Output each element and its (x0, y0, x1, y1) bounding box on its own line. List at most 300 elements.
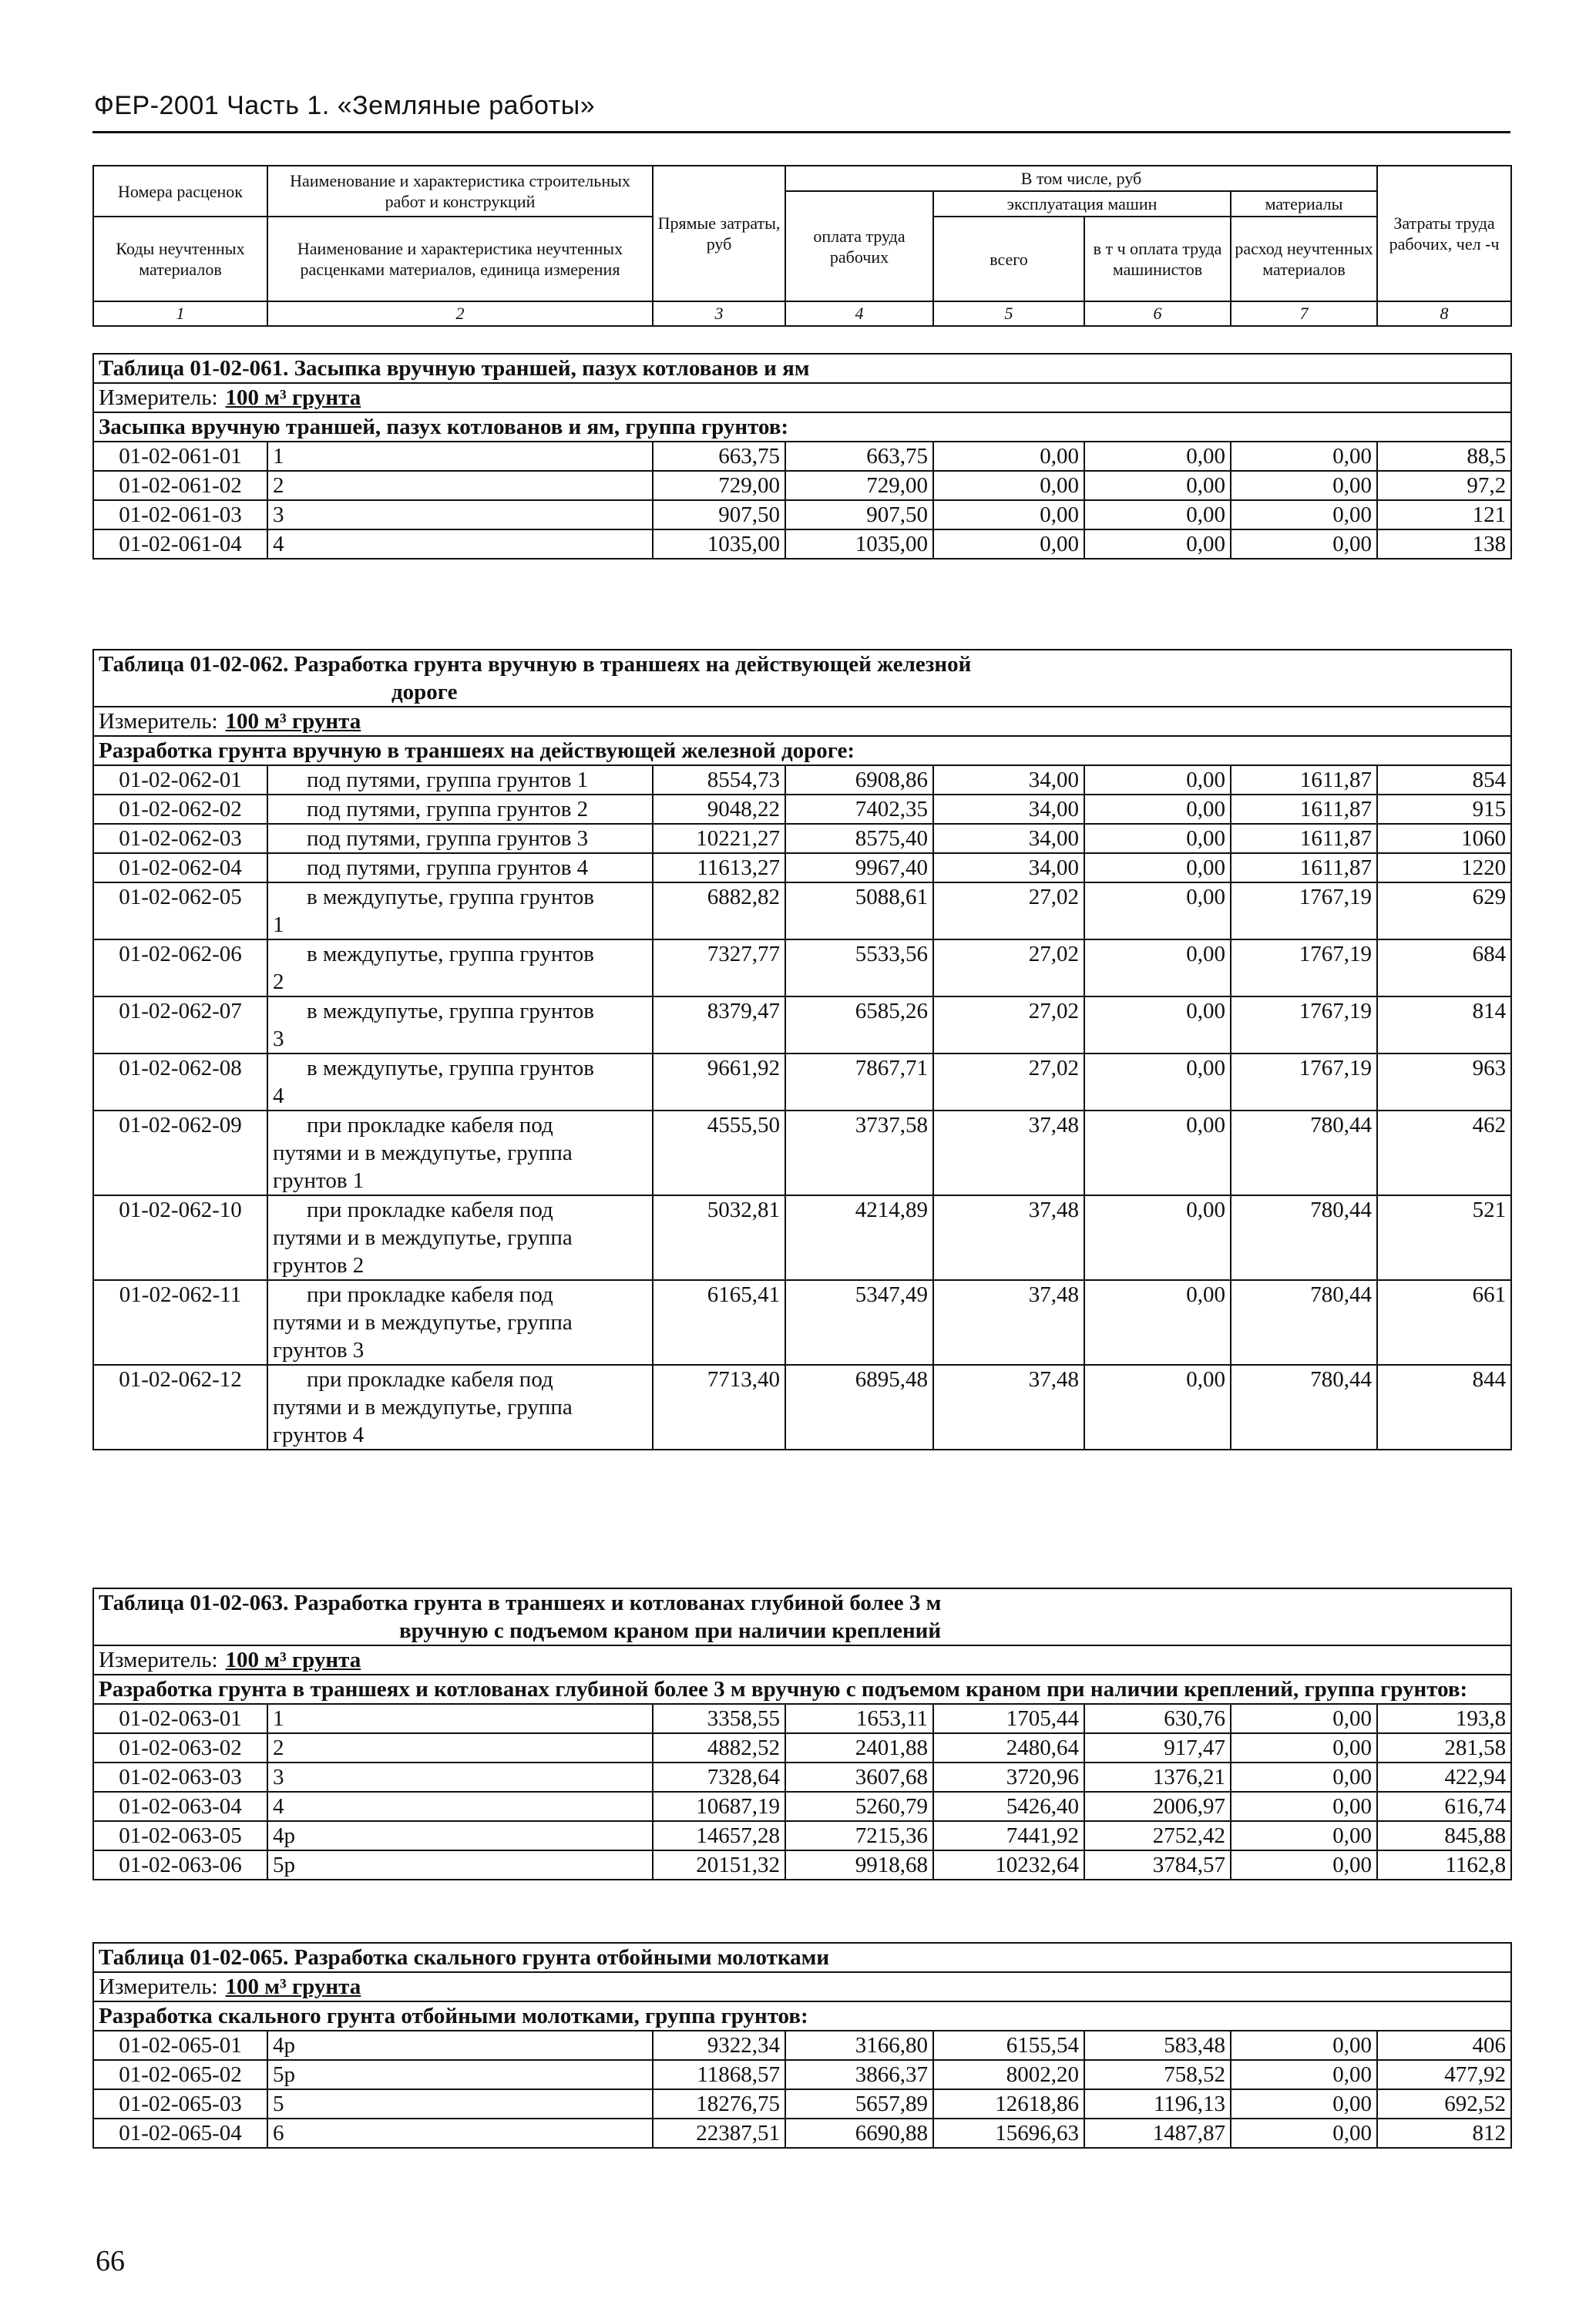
rate-code-cell: 01-02-062-10 (93, 1195, 267, 1280)
machines-total-cell: 27,02 (933, 939, 1084, 996)
labor-pay-cell: 3737,58 (785, 1111, 933, 1195)
machinists-pay-cell: 0,00 (1084, 1111, 1231, 1195)
machines-total-cell: 0,00 (933, 442, 1084, 471)
description-line: в междупутье, группа грунтов (307, 885, 594, 909)
direct-costs-cell: 1035,00 (653, 529, 785, 559)
direct-costs-cell: 10221,27 (653, 824, 785, 853)
labor-hours-cell: 422,94 (1377, 1763, 1511, 1792)
direct-costs-cell: 6165,41 (653, 1280, 785, 1365)
hdr-labor: Затраты труда рабочих, чел -ч (1377, 166, 1511, 301)
work-description-cell (267, 1054, 653, 1111)
direct-costs-cell: 22387,51 (653, 2119, 785, 2148)
table-row (93, 1792, 1511, 1821)
table-row (93, 765, 1511, 795)
machinists-pay-cell: 0,00 (1084, 996, 1231, 1054)
labor-pay-cell: 7402,35 (785, 795, 933, 824)
header-rule (92, 131, 1510, 133)
table-row (93, 2060, 1511, 2089)
labor-hours-cell: 121 (1377, 500, 1511, 529)
description-line: грунтов 1 (273, 1168, 365, 1193)
rate-code-cell: 01-02-062-08 (93, 1054, 267, 1111)
work-description-cell (267, 1195, 653, 1280)
description-line: при прокладке кабеля под (307, 1282, 553, 1307)
machinists-pay-cell: 2006,97 (1084, 1792, 1231, 1821)
description-line: 2 (273, 969, 284, 994)
machines-total-cell: 27,02 (933, 882, 1084, 939)
work-description-cell: 1 (267, 442, 653, 471)
machines-total-cell: 37,48 (933, 1111, 1084, 1195)
rate-code-cell: 01-02-062-01 (93, 765, 267, 795)
table-row (93, 882, 1511, 939)
machinists-pay-cell: 0,00 (1084, 1195, 1231, 1280)
description-line: при прокладке кабеля под (307, 1113, 553, 1138)
rate-table-2 (92, 649, 1512, 1450)
direct-costs-cell: 5032,81 (653, 1195, 785, 1280)
rate-code-cell: 01-02-063-06 (93, 1850, 267, 1880)
labor-hours-cell: 915 (1377, 795, 1511, 824)
machinists-pay-cell: 0,00 (1084, 1365, 1231, 1450)
labor-hours-cell: 963 (1377, 1054, 1511, 1111)
work-description-cell: под путями, группа грунтов 1 (267, 765, 653, 795)
machinists-pay-cell: 917,47 (1084, 1733, 1231, 1763)
labor-pay-cell: 3866,37 (785, 2060, 933, 2089)
rate-code-cell: 01-02-061-04 (93, 529, 267, 559)
machinists-pay-cell: 3784,57 (1084, 1850, 1231, 1880)
rate-code-cell: 01-02-062-04 (93, 853, 267, 882)
hdr-materials: материалы (1231, 191, 1377, 217)
work-description-cell: под путями, группа грунтов 4 (267, 853, 653, 882)
work-description-cell (267, 996, 653, 1054)
materials-cell: 780,44 (1231, 1195, 1377, 1280)
labor-pay-cell: 5260,79 (785, 1792, 933, 1821)
measure-unit (93, 383, 1511, 412)
description-line: путями и в междупутье, группа (273, 1141, 573, 1165)
labor-pay-cell: 6895,48 (785, 1365, 933, 1450)
description-line: в междупутье, группа грунтов (307, 1056, 594, 1080)
rate-code-cell: 01-02-065-01 (93, 2031, 267, 2060)
direct-costs-cell: 20151,32 (653, 1850, 785, 1880)
work-description-cell: 5р (267, 1850, 653, 1880)
hdr-name-bottom: Наименование и характеристика неучтенных расценками материалов, единица измерения (267, 217, 653, 301)
hdr-num-8: 8 (1377, 301, 1511, 326)
materials-cell: 1767,19 (1231, 939, 1377, 996)
work-description-cell: 4р (267, 1821, 653, 1850)
table-row (93, 1365, 1511, 1450)
machines-total-cell: 2480,64 (933, 1733, 1084, 1763)
hdr-num-6: 6 (1084, 301, 1231, 326)
table-row (93, 2089, 1511, 2119)
labor-hours-cell: 462 (1377, 1111, 1511, 1195)
work-description-cell (267, 1111, 653, 1195)
table-title (93, 354, 1511, 383)
table-row (93, 853, 1511, 882)
hdr-codes-bottom: Коды неучтенных материалов (93, 217, 267, 301)
direct-costs-cell: 6882,82 (653, 882, 785, 939)
materials-cell: 1611,87 (1231, 795, 1377, 824)
direct-costs-cell: 4882,52 (653, 1733, 785, 1763)
machines-total-cell: 34,00 (933, 853, 1084, 882)
work-description-cell: 4 (267, 529, 653, 559)
materials-cell: 0,00 (1231, 442, 1377, 471)
labor-pay-cell: 663,75 (785, 442, 933, 471)
machines-total-cell: 37,48 (933, 1195, 1084, 1280)
work-description-cell: под путями, группа грунтов 3 (267, 824, 653, 853)
machinists-pay-cell: 630,76 (1084, 1704, 1231, 1733)
table-row (93, 1821, 1511, 1850)
table-row (93, 1763, 1511, 1792)
rate-table-4 (92, 1942, 1512, 2149)
materials-cell: 0,00 (1231, 471, 1377, 500)
machines-total-cell: 34,00 (933, 795, 1084, 824)
rate-code-cell: 01-02-065-04 (93, 2119, 267, 2148)
rate-code-cell: 01-02-061-01 (93, 442, 267, 471)
materials-cell: 0,00 (1231, 1733, 1377, 1763)
description-line: 4 (273, 1084, 284, 1108)
labor-hours-cell: 1162,8 (1377, 1850, 1511, 1880)
rate-code-cell: 01-02-065-03 (93, 2089, 267, 2119)
labor-pay-cell: 907,50 (785, 500, 933, 529)
description-line: в междупутье, группа грунтов (307, 942, 594, 966)
machinists-pay-cell: 2752,42 (1084, 1821, 1231, 1850)
labor-hours-cell: 661 (1377, 1280, 1511, 1365)
labor-hours-cell: 692,52 (1377, 2089, 1511, 2119)
labor-pay-cell: 5533,56 (785, 939, 933, 996)
description-line: путями и в междупутье, группа (273, 1225, 573, 1250)
machines-total-cell: 34,00 (933, 765, 1084, 795)
materials-cell: 0,00 (1231, 2089, 1377, 2119)
labor-pay-cell: 7215,36 (785, 1821, 933, 1850)
labor-pay-cell: 9967,40 (785, 853, 933, 882)
rate-code-cell: 01-02-062-03 (93, 824, 267, 853)
materials-cell: 1611,87 (1231, 853, 1377, 882)
materials-cell: 1767,19 (1231, 996, 1377, 1054)
direct-costs-cell: 8554,73 (653, 765, 785, 795)
materials-cell: 0,00 (1231, 529, 1377, 559)
materials-cell: 1611,87 (1231, 824, 1377, 853)
description-line: грунтов 2 (273, 1253, 365, 1278)
rate-table-1 (92, 353, 1512, 560)
table-row (93, 500, 1511, 529)
work-description-cell: 2 (267, 1733, 653, 1763)
labor-pay-cell: 5088,61 (785, 882, 933, 939)
hdr-machines-all: всего (933, 217, 1084, 301)
rate-code-cell: 01-02-065-02 (93, 2060, 267, 2089)
labor-hours-cell: 616,74 (1377, 1792, 1511, 1821)
labor-hours-cell: 1220 (1377, 853, 1511, 882)
labor-hours-cell: 521 (1377, 1195, 1511, 1280)
machines-total-cell: 34,00 (933, 824, 1084, 853)
table-row (93, 1280, 1511, 1365)
hdr-machines: эксплуатация машин (933, 191, 1231, 217)
table-row (93, 1195, 1511, 1280)
description-line: грунтов 3 (273, 1338, 365, 1363)
description-line: в междупутье, группа грунтов (307, 999, 594, 1023)
materials-cell: 0,00 (1231, 1704, 1377, 1733)
work-description-cell: 3 (267, 500, 653, 529)
table-row (93, 2119, 1511, 2148)
labor-hours-cell: 1060 (1377, 824, 1511, 853)
measure-label: Измеритель: (99, 709, 218, 734)
materials-cell: 1767,19 (1231, 1054, 1377, 1111)
rate-code-cell: 01-02-062-07 (93, 996, 267, 1054)
direct-costs-cell: 9661,92 (653, 1054, 785, 1111)
rate-code-cell: 01-02-063-05 (93, 1821, 267, 1850)
hdr-codes-top: Номера расценок (93, 166, 267, 217)
work-description-cell (267, 939, 653, 996)
direct-costs-cell: 7328,64 (653, 1763, 785, 1792)
labor-hours-cell: 97,2 (1377, 471, 1511, 500)
page-header: ФЕР-2001 Часть 1. «Земляные работы» (94, 91, 596, 120)
measure-value: 100 м³ грунта (225, 385, 361, 410)
machines-total-cell: 0,00 (933, 471, 1084, 500)
materials-cell: 1611,87 (1231, 765, 1377, 795)
machines-total-cell: 27,02 (933, 1054, 1084, 1111)
direct-costs-cell: 18276,75 (653, 2089, 785, 2119)
table-row (93, 1111, 1511, 1195)
work-description-cell: 5 (267, 2089, 653, 2119)
labor-pay-cell: 3166,80 (785, 2031, 933, 2060)
materials-cell: 1767,19 (1231, 882, 1377, 939)
measure-unit (93, 1972, 1511, 2001)
hdr-num-4: 4 (785, 301, 933, 326)
table-row (93, 1704, 1511, 1733)
labor-pay-cell: 8575,40 (785, 824, 933, 853)
work-description-cell: 6 (267, 2119, 653, 2148)
labor-pay-cell: 5657,89 (785, 2089, 933, 2119)
measure-label: Измеритель: (99, 1974, 218, 1999)
table-row (93, 529, 1511, 559)
machinists-pay-cell: 1376,21 (1084, 1763, 1231, 1792)
machines-total-cell: 10232,64 (933, 1850, 1084, 1880)
description-line: 1 (273, 912, 284, 937)
labor-pay-cell: 9918,68 (785, 1850, 933, 1880)
group-heading: Разработка скального грунта отбойными молотками, группа грунтов: (93, 2001, 1511, 2031)
measure-unit (93, 707, 1511, 736)
work-description-cell (267, 1365, 653, 1450)
measure-label: Измеритель: (99, 1648, 218, 1672)
machines-total-cell: 0,00 (933, 500, 1084, 529)
labor-hours-cell: 844 (1377, 1365, 1511, 1450)
measure-value: 100 м³ грунта (225, 709, 361, 734)
measure-value: 100 м³ грунта (225, 1648, 361, 1672)
labor-pay-cell: 2401,88 (785, 1733, 933, 1763)
materials-cell: 780,44 (1231, 1280, 1377, 1365)
labor-pay-cell: 5347,49 (785, 1280, 933, 1365)
hdr-including: В том числе, руб (785, 166, 1377, 191)
machines-total-cell: 37,48 (933, 1365, 1084, 1450)
work-description-cell: 2 (267, 471, 653, 500)
materials-cell: 0,00 (1231, 1850, 1377, 1880)
labor-hours-cell: 88,5 (1377, 442, 1511, 471)
work-description-cell: 1 (267, 1704, 653, 1733)
machinists-pay-cell: 0,00 (1084, 1280, 1231, 1365)
description-line: 3 (273, 1027, 284, 1051)
rate-code-cell: 01-02-061-02 (93, 471, 267, 500)
labor-hours-cell: 854 (1377, 765, 1511, 795)
rate-code-cell: 01-02-062-06 (93, 939, 267, 996)
machines-total-cell: 5426,40 (933, 1792, 1084, 1821)
description-line: путями и в междупутье, группа (273, 1395, 573, 1420)
table-row (93, 795, 1511, 824)
rate-code-cell: 01-02-062-12 (93, 1365, 267, 1450)
machines-total-cell: 15696,63 (933, 2119, 1084, 2148)
hdr-name-top: Наименование и характеристика строительных работ и конструкций (267, 166, 653, 217)
machinists-pay-cell: 1196,13 (1084, 2089, 1231, 2119)
hdr-num-5: 5 (933, 301, 1084, 326)
labor-pay-cell: 3607,68 (785, 1763, 933, 1792)
hdr-num-2: 2 (267, 301, 653, 326)
materials-cell: 0,00 (1231, 2060, 1377, 2089)
machines-total-cell: 37,48 (933, 1280, 1084, 1365)
direct-costs-cell: 14657,28 (653, 1821, 785, 1850)
direct-costs-cell: 7713,40 (653, 1365, 785, 1450)
rate-code-cell: 01-02-063-03 (93, 1763, 267, 1792)
measure-value: 100 м³ грунта (225, 1974, 361, 1999)
labor-pay-cell: 6585,26 (785, 996, 933, 1054)
machinists-pay-cell: 0,00 (1084, 1054, 1231, 1111)
machinists-pay-cell: 0,00 (1084, 853, 1231, 882)
rate-code-cell: 01-02-063-01 (93, 1704, 267, 1733)
table-title-text: Таблица 01-02-061. Засыпка вручную траншей, пазух котлованов и ям (99, 356, 810, 381)
machinists-pay-cell: 1487,87 (1084, 2119, 1231, 2148)
materials-cell: 0,00 (1231, 2119, 1377, 2148)
table-row (93, 1733, 1511, 1763)
column-header (92, 165, 1512, 327)
machinists-pay-cell: 0,00 (1084, 442, 1231, 471)
machinists-pay-cell: 0,00 (1084, 765, 1231, 795)
measure-label: Измеритель: (99, 385, 218, 410)
labor-pay-cell: 1653,11 (785, 1704, 933, 1733)
machinists-pay-cell: 583,48 (1084, 2031, 1231, 2060)
machines-total-cell: 12618,86 (933, 2089, 1084, 2119)
machines-total-cell: 3720,96 (933, 1763, 1084, 1792)
work-description-cell: 3 (267, 1763, 653, 1792)
table-title (93, 650, 1511, 707)
direct-costs-cell: 907,50 (653, 500, 785, 529)
rate-code-cell: 01-02-063-02 (93, 1733, 267, 1763)
hdr-machines-incl: в т ч оплата труда машинистов (1084, 217, 1231, 301)
table-row (93, 996, 1511, 1054)
direct-costs-cell: 9322,34 (653, 2031, 785, 2060)
labor-pay-cell: 6690,88 (785, 2119, 933, 2148)
work-description-cell: 5р (267, 2060, 653, 2089)
table-row (93, 2031, 1511, 2060)
machinists-pay-cell: 0,00 (1084, 529, 1231, 559)
description-line: грунтов 4 (273, 1423, 365, 1447)
table-title-line1: Таблица 01-02-063. Разработка грунта в траншеях и котлованах глубиной более 3 м (99, 1591, 942, 1615)
materials-cell: 780,44 (1231, 1365, 1377, 1450)
machines-total-cell: 8002,20 (933, 2060, 1084, 2089)
labor-hours-cell: 138 (1377, 529, 1511, 559)
machinists-pay-cell: 0,00 (1084, 500, 1231, 529)
direct-costs-cell: 11868,57 (653, 2060, 785, 2089)
table-title-line1: Таблица 01-02-062. Разработка грунта вручную в траншеях на действующей железной (99, 652, 972, 677)
table-row (93, 1054, 1511, 1111)
direct-costs-cell: 4555,50 (653, 1111, 785, 1195)
measure-unit (93, 1645, 1511, 1675)
machinists-pay-cell: 0,00 (1084, 824, 1231, 853)
table-title (93, 1588, 1511, 1645)
table-row (93, 939, 1511, 996)
materials-cell: 780,44 (1231, 1111, 1377, 1195)
rate-code-cell: 01-02-062-11 (93, 1280, 267, 1365)
machinists-pay-cell: 0,00 (1084, 882, 1231, 939)
hdr-materials-sub: расход неучтенных материалов (1231, 217, 1377, 301)
machinists-pay-cell: 0,00 (1084, 471, 1231, 500)
machinists-pay-cell: 0,00 (1084, 939, 1231, 996)
group-heading: Разработка грунта вручную в траншеях на действующей железной дороге: (93, 736, 1511, 765)
rate-code-cell: 01-02-062-02 (93, 795, 267, 824)
labor-hours-cell: 193,8 (1377, 1704, 1511, 1733)
rate-code-cell: 01-02-062-09 (93, 1111, 267, 1195)
description-line: при прокладке кабеля под (307, 1198, 553, 1222)
rate-code-cell: 01-02-062-05 (93, 882, 267, 939)
materials-cell: 0,00 (1231, 500, 1377, 529)
labor-hours-cell: 477,92 (1377, 2060, 1511, 2089)
direct-costs-cell: 11613,27 (653, 853, 785, 882)
machines-total-cell: 27,02 (933, 996, 1084, 1054)
direct-costs-cell: 9048,22 (653, 795, 785, 824)
direct-costs-cell: 8379,47 (653, 996, 785, 1054)
group-heading: Разработка грунта в траншеях и котлованах глубиной более 3 м вручную с подъемом краном при наличии креплений, группа грунтов: (93, 1675, 1511, 1704)
machines-total-cell: 6155,54 (933, 2031, 1084, 2060)
labor-pay-cell: 729,00 (785, 471, 933, 500)
labor-hours-cell: 814 (1377, 996, 1511, 1054)
table-row (93, 1850, 1511, 1880)
labor-hours-cell: 845,88 (1377, 1821, 1511, 1850)
hdr-num-7: 7 (1231, 301, 1377, 326)
direct-costs-cell: 729,00 (653, 471, 785, 500)
rate-table-3 (92, 1588, 1512, 1880)
table-title-text: Таблица 01-02-065. Разработка скального грунта отбойными молотками (99, 1945, 830, 1970)
materials-cell: 0,00 (1231, 1792, 1377, 1821)
work-description-cell: 4 (267, 1792, 653, 1821)
machinists-pay-cell: 0,00 (1084, 795, 1231, 824)
labor-hours-cell: 406 (1377, 2031, 1511, 2060)
machinists-pay-cell: 758,52 (1084, 2060, 1231, 2089)
group-heading: Засыпка вручную траншей, пазух котлованов и ям, группа грунтов: (93, 412, 1511, 442)
machines-total-cell: 1705,44 (933, 1704, 1084, 1733)
page-number: 66 (96, 2245, 125, 2277)
work-description-cell: 4р (267, 2031, 653, 2060)
hdr-labor-pay: оплата труда рабочих (785, 191, 933, 301)
direct-costs-cell: 10687,19 (653, 1792, 785, 1821)
work-description-cell (267, 1280, 653, 1365)
table-title-line2: дороге (391, 680, 458, 704)
labor-hours-cell: 281,58 (1377, 1733, 1511, 1763)
hdr-num-1: 1 (93, 301, 267, 326)
description-line: путями и в междупутье, группа (273, 1310, 573, 1335)
rate-code-cell: 01-02-063-04 (93, 1792, 267, 1821)
direct-costs-cell: 663,75 (653, 442, 785, 471)
hdr-direct-costs: Прямые затраты, руб (653, 166, 785, 301)
materials-cell: 0,00 (1231, 1763, 1377, 1792)
work-description-cell (267, 882, 653, 939)
labor-pay-cell: 4214,89 (785, 1195, 933, 1280)
labor-hours-cell: 629 (1377, 882, 1511, 939)
direct-costs-cell: 3358,55 (653, 1704, 785, 1733)
machines-total-cell: 7441,92 (933, 1821, 1084, 1850)
labor-hours-cell: 812 (1377, 2119, 1511, 2148)
table-row (93, 442, 1511, 471)
rate-code-cell: 01-02-061-03 (93, 500, 267, 529)
direct-costs-cell: 7327,77 (653, 939, 785, 996)
description-line: при прокладке кабеля под (307, 1367, 553, 1392)
materials-cell: 0,00 (1231, 1821, 1377, 1850)
labor-pay-cell: 7867,71 (785, 1054, 933, 1111)
labor-pay-cell: 6908,86 (785, 765, 933, 795)
table-title-line2: вручную с подъемом краном при наличии креплений (399, 1618, 942, 1643)
